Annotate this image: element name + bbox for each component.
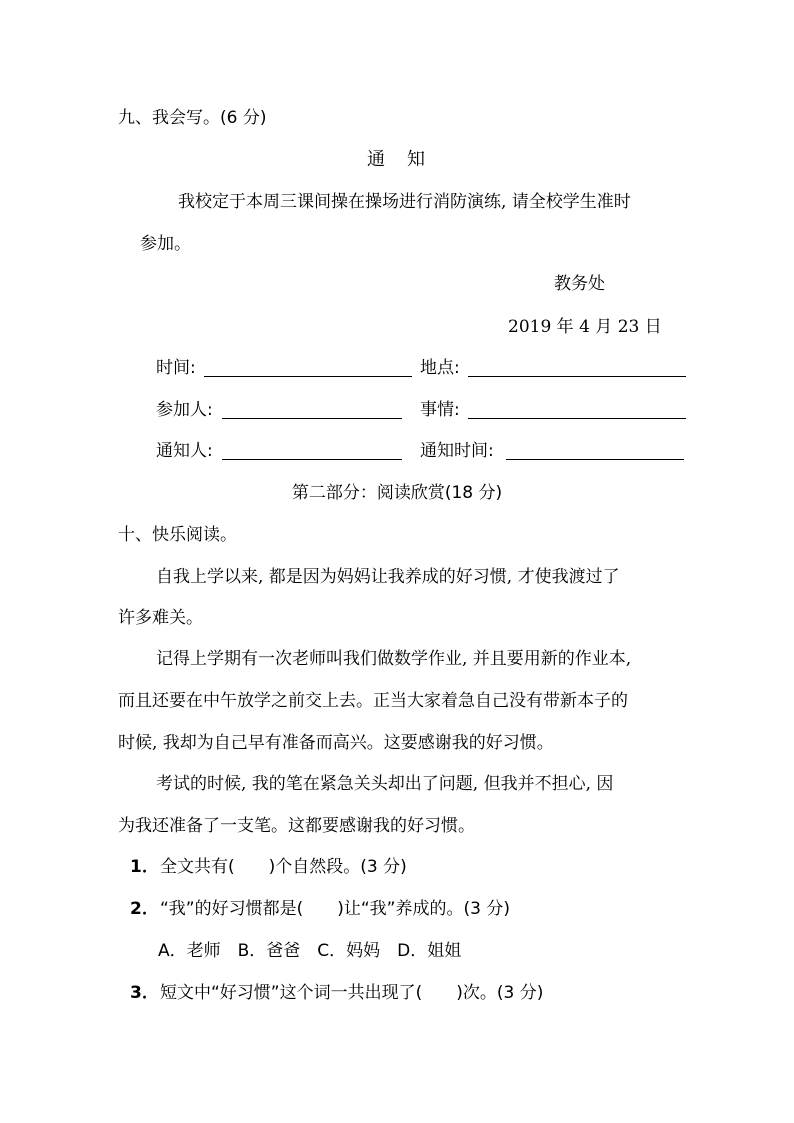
- passage-p2-line-2: 而且还要在中午放学之前交上去。正当大家着急自己没有带新本子的: [118, 691, 628, 711]
- question-2-number: 2．: [130, 899, 159, 919]
- field-blank-participants[interactable]: [222, 418, 402, 419]
- notice-body-line-2: 参加。: [140, 234, 191, 254]
- passage-p3-line-2: 为我还准备了一支笔。这都要感谢我的好习惯。: [118, 816, 475, 836]
- section-9-heading: 九、我会写。(6 分): [118, 108, 267, 128]
- question-1-text: 全文共有( )个自然段。(3 分): [160, 857, 407, 877]
- field-label-place: 地点:: [420, 358, 460, 378]
- notice-date: 2019 年 4 月 23 日: [508, 317, 662, 337]
- field-blank-place[interactable]: [468, 376, 686, 377]
- passage-p1-line-1: 自我上学以来, 都是因为妈妈让我养成的好习惯, 才使我渡过了: [156, 567, 620, 587]
- question-1-number: 1．: [130, 857, 159, 877]
- field-label-time: 时间:: [156, 358, 196, 378]
- question-3-number: 3．: [130, 983, 159, 1003]
- field-label-notice-time: 通知时间:: [420, 441, 494, 461]
- question-3-text: 短文中“好习惯”这个词一共出现了( )次。(3 分): [160, 983, 544, 1003]
- passage-p3-line-1: 考试的时候, 我的笔在紧急关头却出了问题, 但我并不担心, 因: [156, 774, 614, 794]
- part-2-heading: 第二部分：阅读欣赏(18 分): [291, 483, 503, 503]
- field-blank-time[interactable]: [204, 376, 412, 377]
- passage-p2-line-1: 记得上学期有一次老师叫我们做数学作业, 并且要用新的作业本,: [156, 649, 632, 669]
- field-blank-matter[interactable]: [468, 418, 686, 419]
- field-label-participants: 参加人:: [156, 400, 213, 420]
- field-blank-notifier[interactable]: [222, 459, 402, 460]
- field-label-notifier: 通知人:: [156, 441, 213, 461]
- question-2-text: “我”的好习惯都是( )让“我”养成的。(3 分): [160, 899, 510, 919]
- field-blank-notice-time[interactable]: [506, 459, 684, 460]
- notice-body-line-1: 我校定于本周三课间操在操场进行消防演练, 请全校学生准时: [178, 192, 631, 212]
- notice-title: 通 知: [367, 149, 427, 170]
- field-label-matter: 事情:: [420, 400, 460, 420]
- passage-p2-line-3: 时候, 我却为自己早有准备而高兴。这要感谢我的好习惯。: [118, 733, 554, 753]
- section-10-heading: 十、快乐阅读。: [118, 525, 237, 545]
- question-2-options: A．老师 B．爸爸 C．妈妈 D．姐姐: [158, 941, 462, 961]
- notice-sender: 教务处: [554, 274, 605, 294]
- passage-p1-line-2: 许多难关。: [118, 608, 203, 628]
